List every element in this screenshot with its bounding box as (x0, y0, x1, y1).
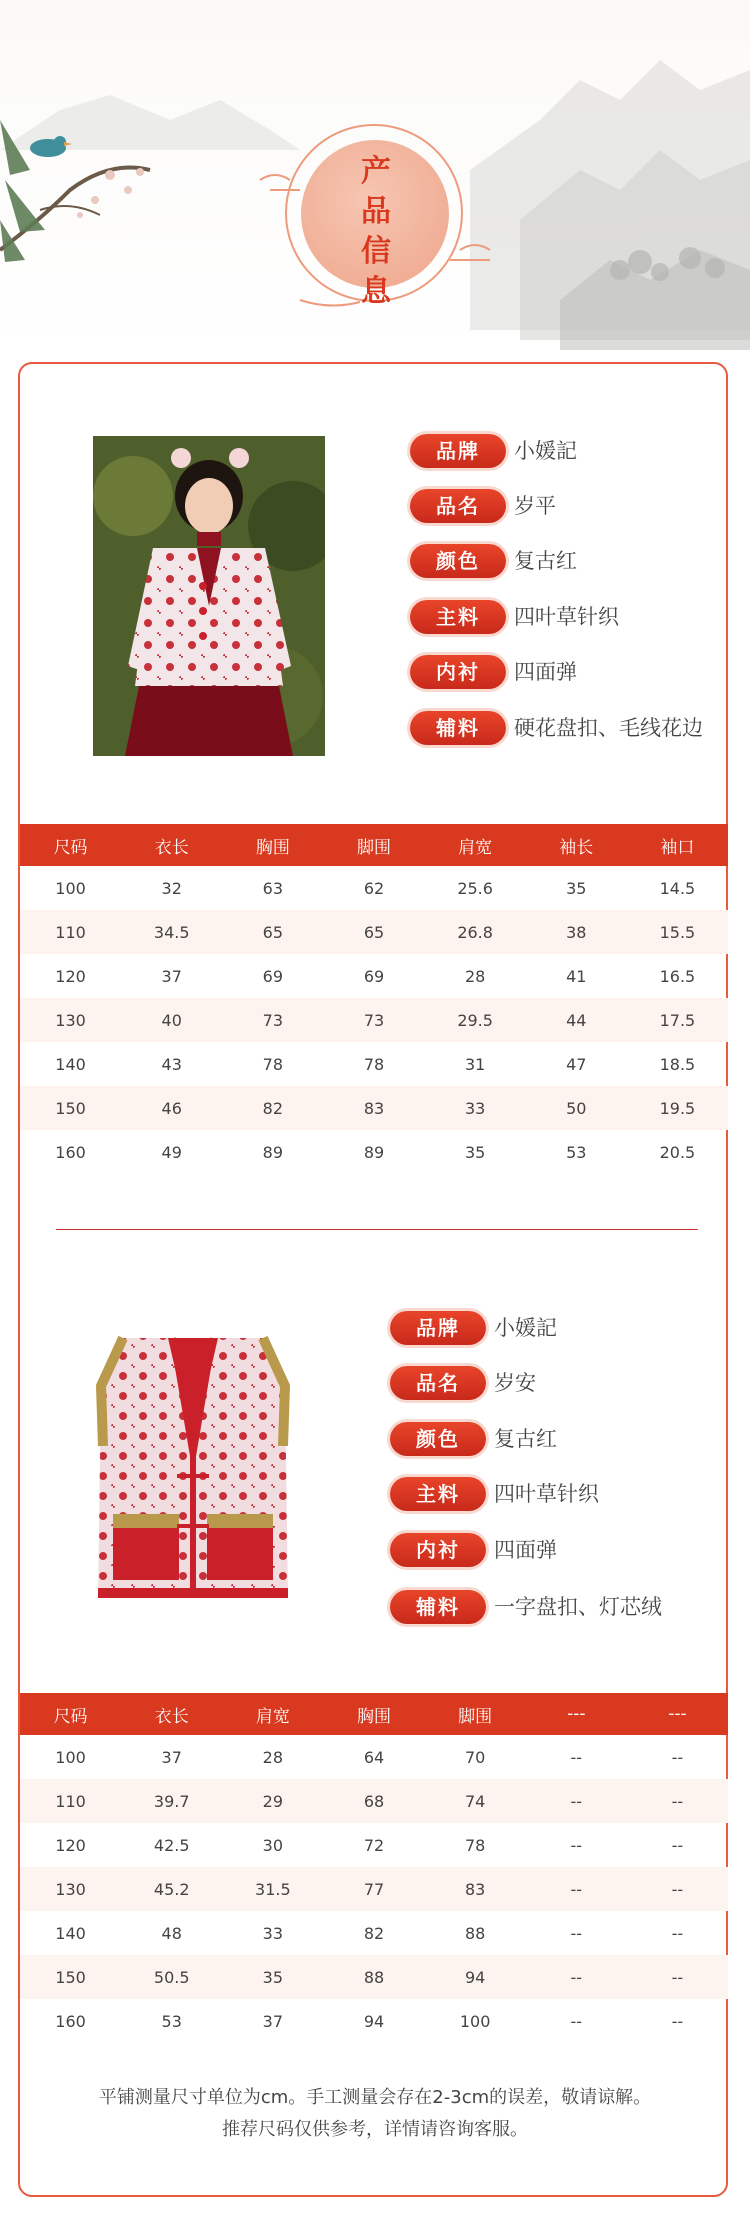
table-cell: 35 (566, 878, 587, 898)
column-header: 尺码 (20, 1693, 121, 1735)
table-row (20, 1999, 728, 2043)
table-cell: 41 (566, 966, 587, 986)
table-cell: 49 (161, 1142, 182, 1162)
table-cell: 35 (464, 1142, 486, 1162)
table-row (20, 954, 728, 998)
table-cell: -- (671, 1835, 684, 1855)
info-value: 四面弹 (514, 660, 577, 684)
table-cell: 140 (55, 1923, 86, 1943)
column-header: 胸围 (323, 1693, 424, 1735)
info-label-pill: 辅料 (410, 711, 506, 745)
table-cell: 42.5 (153, 1835, 190, 1855)
table-cell: 19.5 (627, 1086, 728, 1130)
column-header: 袖口 (627, 824, 728, 866)
table-cell: 94 (425, 1955, 526, 1999)
info-value: 小媛記 (494, 1316, 557, 1340)
info-value: 四叶草针织 (514, 605, 619, 629)
table-row (20, 1911, 728, 1955)
info-value: 小媛記 (514, 439, 577, 463)
table-cell: 33 (262, 1923, 284, 1943)
info-label-pill: 主料 (390, 1477, 486, 1511)
column-header: 衣长 (121, 1693, 222, 1735)
table-cell: 150 (20, 1086, 121, 1130)
column-header: 胸围 (222, 824, 323, 866)
table-cell: 140 (55, 1054, 86, 1074)
table-cell: 69 (363, 966, 385, 986)
info-value: 复古红 (514, 549, 577, 573)
column-header: 脚围 (323, 824, 424, 866)
column-header: --- (627, 1693, 728, 1735)
table-cell: 44 (526, 998, 627, 1042)
table-cell: 46 (121, 1086, 222, 1130)
info-value: 四叶草针织 (494, 1482, 599, 1506)
table-row (20, 1130, 728, 1174)
info-label-pill: 颜色 (390, 1422, 486, 1456)
table-cell: 33 (425, 1086, 526, 1130)
page-header (0, 0, 750, 360)
table-cell: -- (671, 1747, 684, 1767)
table-cell: 100 (55, 878, 86, 898)
table-cell: 72 (363, 1835, 385, 1855)
table-cell: 73 (323, 998, 424, 1042)
info-value: 岁平 (514, 494, 556, 518)
table-cell: 82 (363, 1923, 385, 1943)
table-cell: 35 (222, 1955, 323, 1999)
info-label-pill: 品牌 (390, 1311, 486, 1345)
table-cell: 89 (262, 1142, 284, 1162)
table-cell: -- (570, 1835, 583, 1855)
column-header: 尺码 (20, 824, 121, 866)
product-photo-jacket (93, 436, 325, 756)
table-cell: 70 (464, 1747, 486, 1767)
table-cell: 39.7 (121, 1779, 222, 1823)
table-row (20, 1867, 728, 1911)
table-cell: 28 (262, 1747, 284, 1767)
table-cell: 50.5 (121, 1955, 222, 1999)
table-cell: -- (526, 1867, 627, 1911)
table-cell: -- (671, 2011, 684, 2031)
table-cell: 31.5 (222, 1867, 323, 1911)
table-cell: 14.5 (659, 878, 696, 898)
info-label-pill: 主料 (410, 600, 506, 634)
footnote-line-1: 平铺测量尺寸单位为cm。手工测量会存在2-3cm的误差，敬请谅解。 (98, 2087, 652, 2108)
table-cell: 110 (20, 910, 121, 954)
table-cell: -- (526, 1779, 627, 1823)
column-header: 脚围 (425, 1693, 526, 1735)
table-cell: 37 (262, 2011, 284, 2031)
table-cell: 89 (363, 1142, 385, 1162)
table-cell: 65 (323, 910, 424, 954)
table-cell: 150 (20, 1955, 121, 1999)
table-cell: -- (526, 1955, 627, 1999)
table-cell: 120 (55, 1835, 86, 1855)
info-label-pill: 内衬 (410, 655, 506, 689)
table-row (20, 1735, 728, 1779)
table-header-row (20, 824, 728, 866)
table-cell: 88 (323, 1955, 424, 1999)
table-cell: 110 (20, 1779, 121, 1823)
table-cell: 78 (363, 1054, 385, 1074)
info-value: 复古红 (494, 1427, 557, 1451)
table-cell: -- (671, 1923, 684, 1943)
table-cell: -- (627, 1779, 728, 1823)
table-cell: 29.5 (425, 998, 526, 1042)
table-row (20, 1955, 728, 1999)
table-cell: 65 (222, 910, 323, 954)
info-label-pill: 品名 (410, 489, 506, 523)
table-row (20, 1086, 728, 1130)
table-row (20, 866, 728, 910)
info-label-pill: 内衬 (390, 1533, 486, 1567)
table-cell: 32 (161, 878, 182, 898)
table-cell: 20.5 (659, 1142, 696, 1162)
table-cell: 29 (222, 1779, 323, 1823)
info-label-pill: 品名 (390, 1366, 486, 1400)
table-cell: 17.5 (627, 998, 728, 1042)
info-label-pill: 颜色 (410, 544, 506, 578)
table-cell: 77 (323, 1867, 424, 1911)
table-cell: 45.2 (121, 1867, 222, 1911)
table-row (20, 1042, 728, 1086)
table-cell: 18.5 (659, 1054, 696, 1074)
table-cell: 83 (425, 1867, 526, 1911)
section-title: 产品信息 (361, 154, 391, 309)
table-cell: 26.8 (425, 910, 526, 954)
table-cell: -- (570, 1747, 583, 1767)
table-cell: 160 (55, 1142, 86, 1162)
table-cell: 37 (161, 1747, 182, 1767)
table-cell: 25.6 (457, 878, 493, 898)
info-label-pill: 品牌 (410, 434, 506, 468)
table-row (20, 1779, 728, 1823)
table-cell: 83 (323, 1086, 424, 1130)
table-cell: 63 (262, 878, 284, 898)
table-cell: 28 (464, 966, 486, 986)
table-cell: 47 (566, 1054, 587, 1074)
table-cell: 40 (121, 998, 222, 1042)
table-cell: 34.5 (121, 910, 222, 954)
table-cell: 130 (20, 998, 121, 1042)
column-header: 肩宽 (222, 1693, 323, 1735)
table-cell: 78 (464, 1835, 486, 1855)
info-value: 岁安 (494, 1371, 536, 1395)
table-cell: -- (570, 2011, 583, 2031)
info-value: 一字盘扣、灯芯绒 (494, 1595, 662, 1619)
table-cell: 31 (464, 1054, 486, 1074)
column-header: 袖长 (526, 824, 627, 866)
table-cell: 64 (363, 1747, 385, 1767)
table-cell: -- (570, 1923, 583, 1943)
table-cell: 100 (55, 1747, 86, 1767)
table-cell: 82 (222, 1086, 323, 1130)
table-cell: 94 (363, 2011, 385, 2031)
table-cell: 160 (55, 2011, 86, 2031)
section-divider (56, 1229, 698, 1230)
info-value: 硬花盘扣、毛线花边 (514, 716, 703, 740)
table-cell: 16.5 (659, 966, 696, 986)
table-cell: 68 (323, 1779, 424, 1823)
size-table-2 (20, 1693, 728, 2043)
table-cell: 73 (222, 998, 323, 1042)
table-cell: 43 (161, 1054, 182, 1074)
table-cell: 50 (526, 1086, 627, 1130)
table-cell: 15.5 (627, 910, 728, 954)
table-row (20, 1823, 728, 1867)
table-cell: 74 (425, 1779, 526, 1823)
table-cell: 100 (459, 2011, 491, 2031)
table-header-row (20, 1693, 728, 1735)
table-cell: 37 (161, 966, 182, 986)
info-label-pill: 辅料 (390, 1590, 486, 1624)
table-row (20, 910, 728, 954)
table-cell: 30 (262, 1835, 284, 1855)
table-cell: 48 (161, 1923, 182, 1943)
column-header: 肩宽 (425, 824, 526, 866)
table-cell: -- (627, 1955, 728, 1999)
size-table-1 (20, 824, 728, 1174)
table-cell: 69 (262, 966, 284, 986)
table-cell: 53 (161, 2011, 182, 2031)
table-cell: 62 (363, 878, 385, 898)
table-row (20, 998, 728, 1042)
table-cell: -- (627, 1867, 728, 1911)
footnote-line-2: 推荐尺码仅供参考，详情请咨询客服。 (222, 2119, 528, 2140)
table-cell: 38 (526, 910, 627, 954)
table-cell: 88 (464, 1923, 486, 1943)
column-header: --- (526, 1693, 627, 1735)
table-cell: 130 (20, 1867, 121, 1911)
product-photo-vest (73, 1326, 313, 1616)
info-value: 四面弹 (494, 1538, 557, 1562)
table-cell: 53 (566, 1142, 587, 1162)
table-cell: 120 (55, 966, 86, 986)
column-header: 衣长 (121, 824, 222, 866)
table-cell: 78 (262, 1054, 284, 1074)
